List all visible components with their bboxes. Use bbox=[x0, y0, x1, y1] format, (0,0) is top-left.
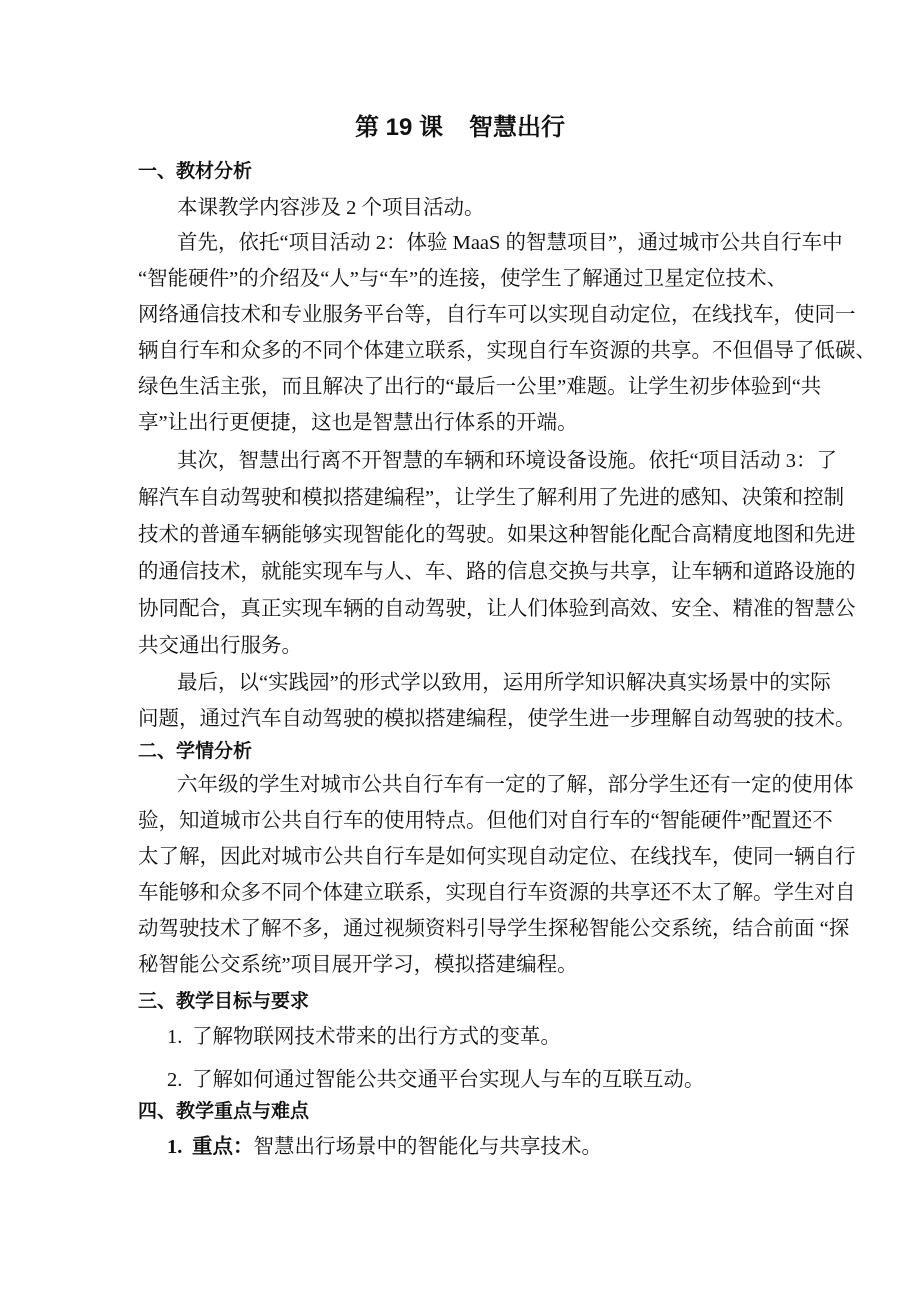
text-line: 共交通出行服务。 bbox=[138, 635, 302, 657]
text-line: 秘智能公交系统”项目展开学习，模拟搭建编程。 bbox=[138, 954, 578, 976]
section-heading-1: 一、教材分析 bbox=[138, 161, 253, 182]
list-item bbox=[138, 1129, 811, 1165]
text-line: 的通信技术，就能实现车与人、车、路的信息交换与共享，让车辆和道路设施的 bbox=[138, 561, 856, 583]
text-line: 最后，以“实践园”的形式学以致用，运用所学知识解决真实场景中的实际 bbox=[177, 672, 831, 694]
text-line: 问题，通过汽车自动驾驶的模拟搭建编程，使学生进一步理解自动驾驶的技术。 bbox=[138, 708, 856, 730]
list-item bbox=[138, 1062, 811, 1098]
item-number: 1. bbox=[167, 1026, 183, 1048]
section-heading-4: 四、教学重点与难点 bbox=[138, 1101, 310, 1122]
paragraph-2 bbox=[138, 225, 876, 441]
text-line: “智能硬件”的介绍及“人”与“车”的连接，使学生了解通过卫星定位技术、 bbox=[138, 268, 788, 290]
text-line: 辆自行车和众多的不同个体建立联系，实现自行车资源的共享。不但倡导了低碳、 bbox=[138, 340, 876, 362]
section-heading-3: 三、教学目标与要求 bbox=[138, 991, 310, 1012]
text-line: 协同配合，真正实现车辆的自动驾驶，让人们体验到高效、安全、精准的智慧公 bbox=[138, 598, 856, 620]
text-line: 车能够和众多不同个体建立联系，实现自行车资源的共享还不太了解。学生对自 bbox=[138, 882, 856, 904]
text-line: 技术的普通车辆能够实现智能化的驾驶。如果这种智能化配合高精度地图和先进 bbox=[138, 524, 856, 546]
item-number: 2. bbox=[167, 1069, 183, 1091]
page-title bbox=[0, 110, 920, 146]
item-text: 了解物联网技术带来的出行方式的变革。 bbox=[192, 1026, 561, 1048]
text-line: 六年级的学生对城市公共自行车有一定的了解，部分学生还有一定的使用体 bbox=[177, 774, 854, 796]
text-line: 动驾驶技术了解不多，通过视频资料引导学生探秘智能公交系统，结合前面 “探 bbox=[138, 918, 850, 940]
item-text: 了解如何通过智能公共交通平台实现人与车的互联互动。 bbox=[192, 1069, 705, 1091]
item-number: 1. bbox=[167, 1136, 183, 1158]
paragraph-3 bbox=[138, 443, 856, 665]
text-line: 网络通信技术和专业服务平台等，自行车可以实现自动定位，在线找车，使同一 bbox=[138, 304, 856, 326]
list-item bbox=[138, 1019, 811, 1055]
paragraph-1 bbox=[138, 190, 782, 226]
text-line: 其次，智慧出行离不开智慧的车辆和环境设备设施。依托“项目活动 3：了 bbox=[177, 450, 837, 472]
text-line: 解汽车自动驾驶和模拟搭建编程”，让学生了解利用了先进的感知、决策和控制 bbox=[138, 487, 845, 509]
item-label: 重点： bbox=[192, 1136, 254, 1158]
text-line: 验，知道城市公共自行车的使用特点。但他们对自行车的“智能硬件”配置还不 bbox=[138, 810, 833, 832]
lesson-name: 智慧出行 bbox=[469, 114, 566, 141]
paragraph-5 bbox=[138, 767, 856, 983]
section-heading-2: 二、学情分析 bbox=[138, 741, 253, 762]
text-line: 享”让出行更便捷，这也是智慧出行体系的开端。 bbox=[138, 412, 578, 434]
text-line: 首先，依托“项目活动 2：体验 MaaS 的智慧项目”，通过城市公共自行车中 bbox=[177, 232, 843, 254]
paragraph-4 bbox=[138, 665, 856, 737]
item-text: 智慧出行场景中的智能化与共享技术。 bbox=[253, 1136, 602, 1158]
text-line: 绿色生活主张，而且解决了出行的“最后一公里”难题。让学生初步体验到“共 bbox=[138, 376, 822, 398]
lesson-number: 第 19 课 bbox=[354, 114, 444, 141]
text-line: 太了解，因此对城市公共自行车是如何实现自动定位、在线找车，使同一辆自行 bbox=[138, 846, 856, 868]
text-line: 本课教学内容涉及 2 个项目活动。 bbox=[177, 197, 485, 219]
